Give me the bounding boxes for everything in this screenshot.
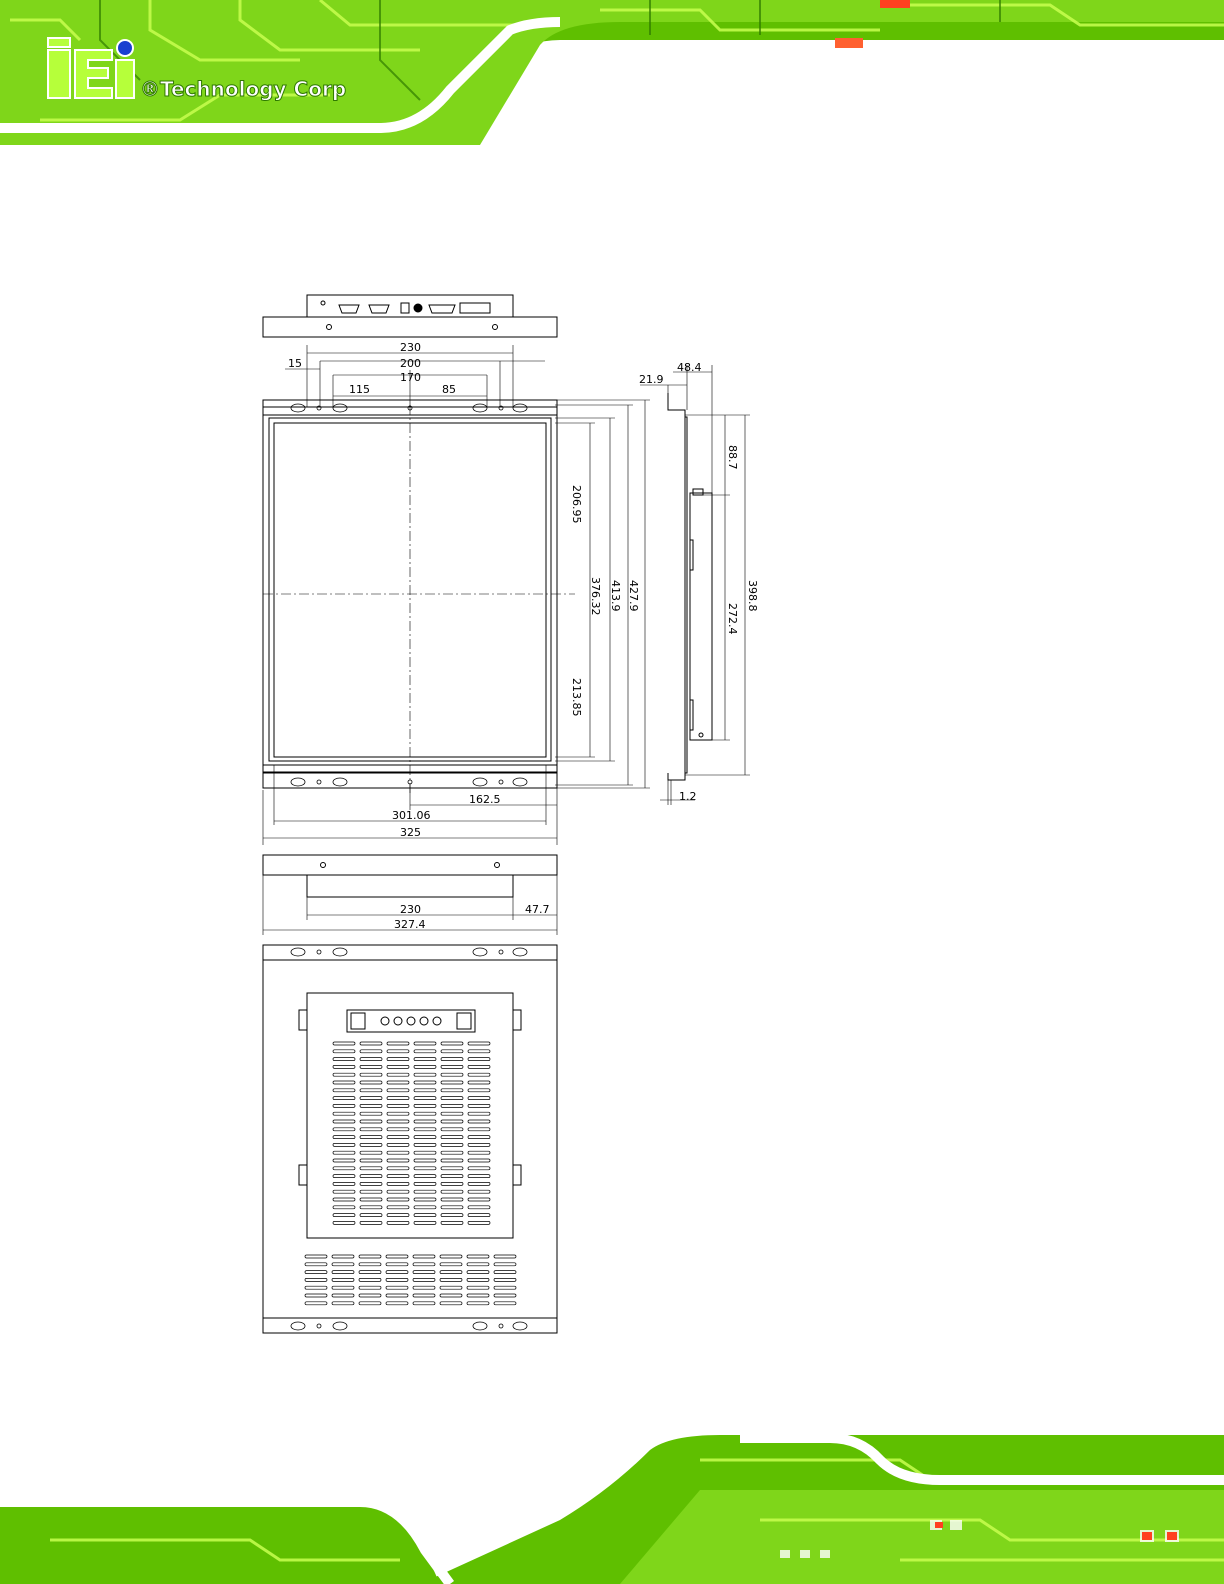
vent-slot	[332, 1263, 354, 1266]
vent-slot	[360, 1175, 382, 1178]
vent-slot	[494, 1294, 516, 1297]
vent-slot	[359, 1271, 381, 1274]
dimension-drawing	[255, 285, 775, 1350]
vent-slot	[359, 1286, 381, 1289]
top-view	[263, 295, 557, 337]
vent-slot	[387, 1128, 409, 1131]
vent-slot	[467, 1302, 489, 1305]
vent-slot	[413, 1302, 435, 1305]
vent-slot	[305, 1286, 327, 1289]
vent-slot	[441, 1104, 463, 1107]
vent-slot	[440, 1271, 462, 1274]
vent-slot	[494, 1278, 516, 1281]
vent-slot	[360, 1065, 382, 1068]
dim-label: 301.06	[392, 809, 431, 822]
vent-slot	[387, 1097, 409, 1100]
vent-slot	[441, 1143, 463, 1146]
vent-slot	[414, 1097, 436, 1100]
vent-slot	[333, 1065, 355, 1068]
vent-slot	[441, 1089, 463, 1092]
vent-slot	[333, 1136, 355, 1139]
vent-slot	[468, 1042, 490, 1045]
vent-slot	[468, 1089, 490, 1092]
vent-slot	[360, 1120, 382, 1123]
vent-slot	[468, 1104, 490, 1107]
vent-slot	[494, 1271, 516, 1274]
vent-slot	[468, 1112, 490, 1115]
vent-slot	[360, 1097, 382, 1100]
vent-slot	[360, 1112, 382, 1115]
serial-port-icon	[339, 305, 359, 313]
dim-label: 200	[400, 357, 421, 370]
vent-slot	[468, 1206, 490, 1209]
vent-slot	[494, 1263, 516, 1266]
vent-slot	[494, 1255, 516, 1258]
vent-slot	[332, 1302, 354, 1305]
vent-slot	[441, 1206, 463, 1209]
vent-slot	[333, 1112, 355, 1115]
vent-slot	[332, 1294, 354, 1297]
vent-slot	[387, 1182, 409, 1185]
vent-slot	[467, 1263, 489, 1266]
vent-slot	[441, 1190, 463, 1193]
osd-button	[394, 1017, 402, 1025]
dim-label: 115	[349, 383, 370, 396]
vent-slot	[386, 1294, 408, 1297]
vent-slot	[359, 1302, 381, 1305]
vent-slot	[360, 1190, 382, 1193]
vent-slot	[359, 1278, 381, 1281]
vent-slot	[414, 1206, 436, 1209]
logo-i-left	[48, 50, 70, 98]
vent-slot	[387, 1206, 409, 1209]
vent-slot	[441, 1136, 463, 1139]
vent-slot	[467, 1271, 489, 1274]
vent-slot	[333, 1182, 355, 1185]
vent-slot	[441, 1097, 463, 1100]
vent-slot	[360, 1198, 382, 1201]
vent-slot	[440, 1255, 462, 1258]
logo-e	[75, 50, 112, 98]
vent-slot	[414, 1104, 436, 1107]
vent-slot	[360, 1167, 382, 1170]
front-view	[263, 400, 575, 795]
vent-slot	[386, 1255, 408, 1258]
vent-slot	[414, 1136, 436, 1139]
dim-label: 376.32	[589, 577, 602, 616]
vent-slot	[387, 1143, 409, 1146]
vent-slot	[333, 1198, 355, 1201]
vent-slot	[441, 1073, 463, 1076]
vent-slot	[333, 1159, 355, 1162]
vent-slot	[414, 1214, 436, 1217]
vga-port-icon	[429, 305, 455, 313]
vent-slot	[468, 1159, 490, 1162]
dim-label: 170	[400, 371, 421, 384]
vent-slot	[332, 1255, 354, 1258]
dim-label: 162.5	[469, 793, 501, 806]
side-view	[668, 393, 712, 780]
vent-slot	[413, 1263, 435, 1266]
vent-slot	[440, 1278, 462, 1281]
vent-slot	[360, 1182, 382, 1185]
vent-slot	[467, 1294, 489, 1297]
vent-slot	[414, 1182, 436, 1185]
vent-slot	[360, 1151, 382, 1154]
vent-slot	[387, 1120, 409, 1123]
osd-control-panel	[347, 1010, 475, 1032]
vent-slot	[387, 1042, 409, 1045]
vent-slot	[333, 1058, 355, 1061]
vent-slot	[387, 1081, 409, 1084]
vent-slot	[360, 1206, 382, 1209]
vent-slot	[468, 1073, 490, 1076]
vent-slot	[386, 1271, 408, 1274]
vent-slot	[333, 1143, 355, 1146]
vent-slot	[414, 1089, 436, 1092]
vent-slot	[468, 1097, 490, 1100]
vent-slot	[332, 1286, 354, 1289]
vent-slot	[468, 1167, 490, 1170]
vent-slot	[387, 1221, 409, 1224]
vent-slot	[387, 1112, 409, 1115]
vent-slot	[359, 1263, 381, 1266]
dim-label: 47.7	[525, 903, 550, 916]
dim-label: 230	[400, 903, 421, 916]
vent-slot	[387, 1214, 409, 1217]
vent-slot	[359, 1294, 381, 1297]
vent-slot	[360, 1104, 382, 1107]
vent-slot	[468, 1221, 490, 1224]
vent-slot	[414, 1221, 436, 1224]
vent-slot	[333, 1221, 355, 1224]
vent-slot	[441, 1065, 463, 1068]
vent-grille	[305, 1255, 516, 1305]
osd-button	[381, 1017, 389, 1025]
vent-slot	[387, 1050, 409, 1053]
vent-slot	[414, 1065, 436, 1068]
vent-slot	[468, 1175, 490, 1178]
vent-slot	[387, 1136, 409, 1139]
vent-slot	[440, 1263, 462, 1266]
serial-port-icon	[369, 305, 389, 313]
vent-slot	[468, 1081, 490, 1084]
vent-slot	[360, 1221, 382, 1224]
vent-slot	[333, 1073, 355, 1076]
dim-label: 15	[288, 357, 302, 370]
vent-slot	[494, 1286, 516, 1289]
vent-slot	[441, 1221, 463, 1224]
header-banner	[0, 0, 1224, 145]
vent-slot	[414, 1120, 436, 1123]
vent-slot	[360, 1214, 382, 1217]
vent-slot	[467, 1278, 489, 1281]
vent-slot	[333, 1214, 355, 1217]
brand-name: ®Technology Corp	[140, 77, 347, 101]
vent-slot	[360, 1081, 382, 1084]
vent-slot	[441, 1112, 463, 1115]
vent-slot	[333, 1081, 355, 1084]
vent-slot	[441, 1159, 463, 1162]
dim-label: 206.95	[570, 485, 583, 524]
vent-slot	[414, 1190, 436, 1193]
vent-slot	[468, 1065, 490, 1068]
vent-slot	[414, 1159, 436, 1162]
dim-label: 325	[400, 826, 421, 839]
dim-label: 48.4	[677, 361, 702, 374]
vent-slot	[468, 1151, 490, 1154]
vent-slot	[332, 1278, 354, 1281]
vent-slot	[305, 1302, 327, 1305]
vent-slot	[332, 1271, 354, 1274]
dim-label: 413.9	[609, 580, 622, 612]
vent-slot	[440, 1294, 462, 1297]
dim-label: 427.9	[627, 580, 640, 612]
vent-slot	[441, 1081, 463, 1084]
vent-slot	[468, 1050, 490, 1053]
vent-slot	[468, 1182, 490, 1185]
vent-slot	[413, 1271, 435, 1274]
osd-button	[433, 1017, 441, 1025]
vent-slot	[333, 1190, 355, 1193]
vent-slot	[441, 1167, 463, 1170]
vent-slot	[333, 1120, 355, 1123]
vent-slot	[360, 1050, 382, 1053]
vent-slot	[441, 1175, 463, 1178]
vent-slot	[333, 1089, 355, 1092]
vent-slot	[414, 1042, 436, 1045]
rear-view	[263, 945, 557, 1333]
vent-slot	[441, 1042, 463, 1045]
vent-slot	[305, 1255, 327, 1258]
vent-slot	[305, 1263, 327, 1266]
vent-slot	[467, 1255, 489, 1258]
vent-slot	[468, 1198, 490, 1201]
dim-label: 213.85	[570, 678, 583, 717]
vent-slot	[468, 1143, 490, 1146]
vent-slot	[305, 1271, 327, 1274]
vent-slot	[387, 1065, 409, 1068]
vent-slot	[360, 1143, 382, 1146]
vent-slot	[333, 1128, 355, 1131]
vent-slot	[333, 1167, 355, 1170]
vent-slot	[414, 1175, 436, 1178]
vent-slot	[414, 1198, 436, 1201]
vent-slot	[440, 1302, 462, 1305]
usb-icon	[401, 303, 409, 313]
vent-slot	[414, 1143, 436, 1146]
vent-slot	[441, 1151, 463, 1154]
osd-button	[407, 1017, 415, 1025]
dim-label: 398.8	[746, 580, 759, 612]
vent-slot	[468, 1120, 490, 1123]
vent-slot	[414, 1112, 436, 1115]
osd-button	[420, 1017, 428, 1025]
vent-slot	[387, 1167, 409, 1170]
vent-slot	[360, 1159, 382, 1162]
vent-slot	[468, 1190, 490, 1193]
vent-slot	[387, 1159, 409, 1162]
vent-slot	[333, 1151, 355, 1154]
vent-slot	[441, 1058, 463, 1061]
vent-grille	[333, 1042, 490, 1224]
dim-label: 21.9	[639, 373, 664, 386]
dim-label: 272.4	[726, 603, 739, 635]
vent-slot	[333, 1097, 355, 1100]
vent-slot	[467, 1286, 489, 1289]
vent-slot	[387, 1198, 409, 1201]
vent-slot	[441, 1128, 463, 1131]
vent-slot	[468, 1136, 490, 1139]
bottom-view	[263, 855, 557, 897]
dvi-port-icon	[460, 303, 490, 313]
vent-slot	[305, 1294, 327, 1297]
vent-slot	[360, 1089, 382, 1092]
footer-banner	[0, 1430, 1224, 1584]
vent-slot	[414, 1050, 436, 1053]
vent-slot	[387, 1073, 409, 1076]
vent-slot	[333, 1050, 355, 1053]
vent-slot	[387, 1104, 409, 1107]
vent-slot	[386, 1302, 408, 1305]
vent-slot	[333, 1104, 355, 1107]
power-jack-icon	[414, 304, 422, 312]
dim-label: 230	[400, 341, 421, 354]
vent-slot	[305, 1278, 327, 1281]
dim-label: 327.4	[394, 918, 426, 931]
vent-slot	[468, 1058, 490, 1061]
vent-slot	[414, 1151, 436, 1154]
vent-slot	[386, 1278, 408, 1281]
vent-slot	[360, 1128, 382, 1131]
vent-slot	[441, 1050, 463, 1053]
vent-slot	[441, 1182, 463, 1185]
vent-slot	[333, 1042, 355, 1045]
vent-slot	[387, 1089, 409, 1092]
vent-slot	[360, 1042, 382, 1045]
vent-slot	[360, 1073, 382, 1076]
vent-slot	[414, 1128, 436, 1131]
logo-dot	[117, 40, 133, 56]
vent-slot	[441, 1120, 463, 1123]
dim-label: 1.2	[679, 790, 697, 803]
vent-slot	[441, 1198, 463, 1201]
vent-slot	[333, 1206, 355, 1209]
vent-slot	[414, 1073, 436, 1076]
dim-label: 85	[442, 383, 456, 396]
vent-slot	[441, 1214, 463, 1217]
vent-slot	[468, 1128, 490, 1131]
vent-slot	[387, 1058, 409, 1061]
vent-slot	[387, 1190, 409, 1193]
vent-slot	[360, 1058, 382, 1061]
dim-label: 88.7	[726, 445, 739, 470]
vent-slot	[413, 1286, 435, 1289]
vent-slot	[468, 1214, 490, 1217]
vent-slot	[413, 1255, 435, 1258]
vent-slot	[413, 1278, 435, 1281]
vent-slot	[360, 1136, 382, 1139]
vent-slot	[386, 1263, 408, 1266]
vent-slot	[414, 1081, 436, 1084]
vent-slot	[387, 1175, 409, 1178]
vent-slot	[413, 1294, 435, 1297]
vent-slot	[359, 1255, 381, 1258]
vent-slot	[414, 1058, 436, 1061]
vent-slot	[440, 1286, 462, 1289]
vent-slot	[414, 1167, 436, 1170]
vent-slot	[333, 1175, 355, 1178]
vent-slot	[386, 1286, 408, 1289]
vent-slot	[387, 1151, 409, 1154]
vent-slot	[494, 1302, 516, 1305]
